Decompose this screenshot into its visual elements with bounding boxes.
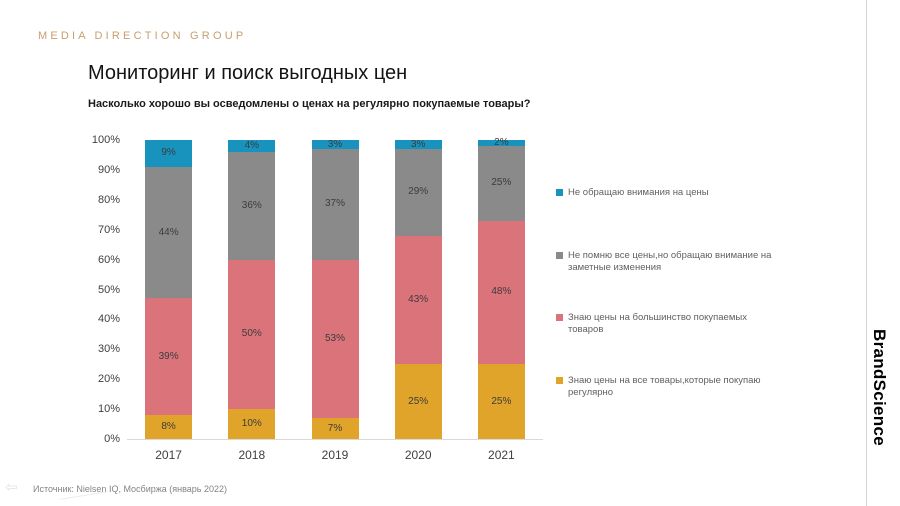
bar-segment-label: 8%: [161, 421, 176, 433]
x-tick-label: 2017: [155, 448, 182, 462]
bar-segment: [478, 364, 525, 439]
bar-segment: [145, 415, 192, 439]
x-axis: [127, 448, 543, 464]
bar-segment: [478, 146, 525, 221]
bar-2018: [228, 140, 275, 439]
chart-question: Насколько хорошо вы осведомлены о ценах на регулярно покупаемые товары?: [88, 98, 531, 110]
bar-segment: [228, 409, 275, 439]
y-tick-label: 30%: [97, 343, 120, 356]
legend-item-label: Не обращаю внимания на цены: [568, 187, 709, 198]
vertical-divider: [866, 0, 867, 506]
bar-segment-label: 43%: [408, 293, 429, 305]
bar-segment: [145, 167, 192, 299]
x-tick-label: 2020: [404, 448, 432, 462]
legend-item-label: Знаю цены на большинство покупаемых товаров: [568, 312, 747, 335]
watermark-arrow-icon: ⇦: [5, 479, 18, 496]
bar-segment: [312, 149, 359, 260]
y-tick-label: 20%: [97, 373, 120, 386]
chart-legend: [556, 140, 791, 439]
bar-segment-label: 3%: [410, 138, 426, 150]
legend-item: [556, 250, 773, 273]
bar-segment: [228, 152, 275, 260]
bar-segment: [228, 140, 275, 152]
bar-segment-label: 50%: [241, 328, 262, 340]
bar-segment-label: 29%: [408, 186, 429, 198]
x-tick-label: 2019: [321, 448, 349, 462]
bar-segment: [145, 140, 192, 167]
bar-segment: [478, 140, 525, 146]
y-tick-label: 40%: [97, 313, 120, 326]
bar-segment-label: 25%: [491, 395, 512, 407]
bar-segment-label: 44%: [158, 226, 179, 238]
legend-item: [556, 375, 773, 398]
legend-item: [556, 312, 773, 335]
bar-segment-label: 25%: [408, 395, 429, 407]
brand-logo-text: MEDIA DIRECTION GROUP: [38, 30, 247, 42]
bar-segment-label: 48%: [491, 286, 512, 298]
stacked-bar-chart-plot: [127, 137, 543, 440]
bar-segment: [395, 364, 442, 439]
bar-segment: [312, 418, 359, 439]
y-tick-label: 50%: [97, 283, 120, 296]
bar-segment: [395, 236, 442, 365]
x-tick-label: 2021: [488, 448, 515, 462]
bar-segment-label: 25%: [491, 177, 512, 189]
bar-2020: [395, 140, 442, 439]
bar-segment-label: 36%: [241, 199, 262, 211]
legend-swatch: [556, 189, 563, 196]
bar-segment: [395, 140, 442, 149]
bar-segment-label: 9%: [161, 147, 176, 159]
bar-segment: [145, 298, 192, 415]
bar-segment-label: 3%: [327, 138, 343, 150]
bar-2021: [478, 137, 525, 439]
y-tick-label: 70%: [97, 223, 120, 236]
bar-segment-label: 39%: [158, 350, 179, 362]
bar-segment: [228, 260, 275, 410]
bar-segment-label: 37%: [324, 198, 345, 210]
bar-segment-label: 7%: [327, 422, 343, 434]
bar-segment: [312, 260, 359, 418]
y-tick-label: 80%: [97, 193, 120, 206]
page-title: Мониторинг и поиск выгодных цен: [88, 62, 408, 84]
y-axis: [68, 134, 120, 445]
y-tick-label: 90%: [97, 163, 120, 176]
brandscience-label: BrandScience: [870, 329, 889, 446]
legend-swatch: [556, 252, 563, 259]
bar-segment-label: 53%: [324, 332, 345, 344]
legend-swatch: [556, 314, 563, 321]
source-note: Источник: Nielsen IQ, Мосбиржа (январь 2022): [33, 484, 227, 494]
y-tick-label: 100%: [91, 134, 120, 146]
x-tick-label: 2018: [238, 448, 266, 462]
bar-2019: [312, 140, 359, 439]
legend-item: [556, 187, 773, 199]
legend-item-label: Не помню все цены,но обращаю внимание на заметные изменения: [568, 250, 772, 273]
y-tick-label: 10%: [97, 403, 120, 416]
y-tick-label: 60%: [97, 253, 120, 266]
bar-segment: [478, 221, 525, 365]
bar-segment: [312, 140, 359, 149]
bar-segment-label: 2%: [494, 137, 509, 148]
bar-segment-label: 4%: [244, 139, 260, 151]
bar-segment: [395, 149, 442, 236]
legend-swatch: [556, 377, 563, 384]
bar-segment-label: 10%: [241, 418, 262, 430]
legend-item-label: Знаю цены на все товары,которые покупаю регулярно: [568, 375, 761, 398]
y-tick-label: 0%: [104, 433, 120, 445]
bar-2017: [145, 140, 192, 439]
